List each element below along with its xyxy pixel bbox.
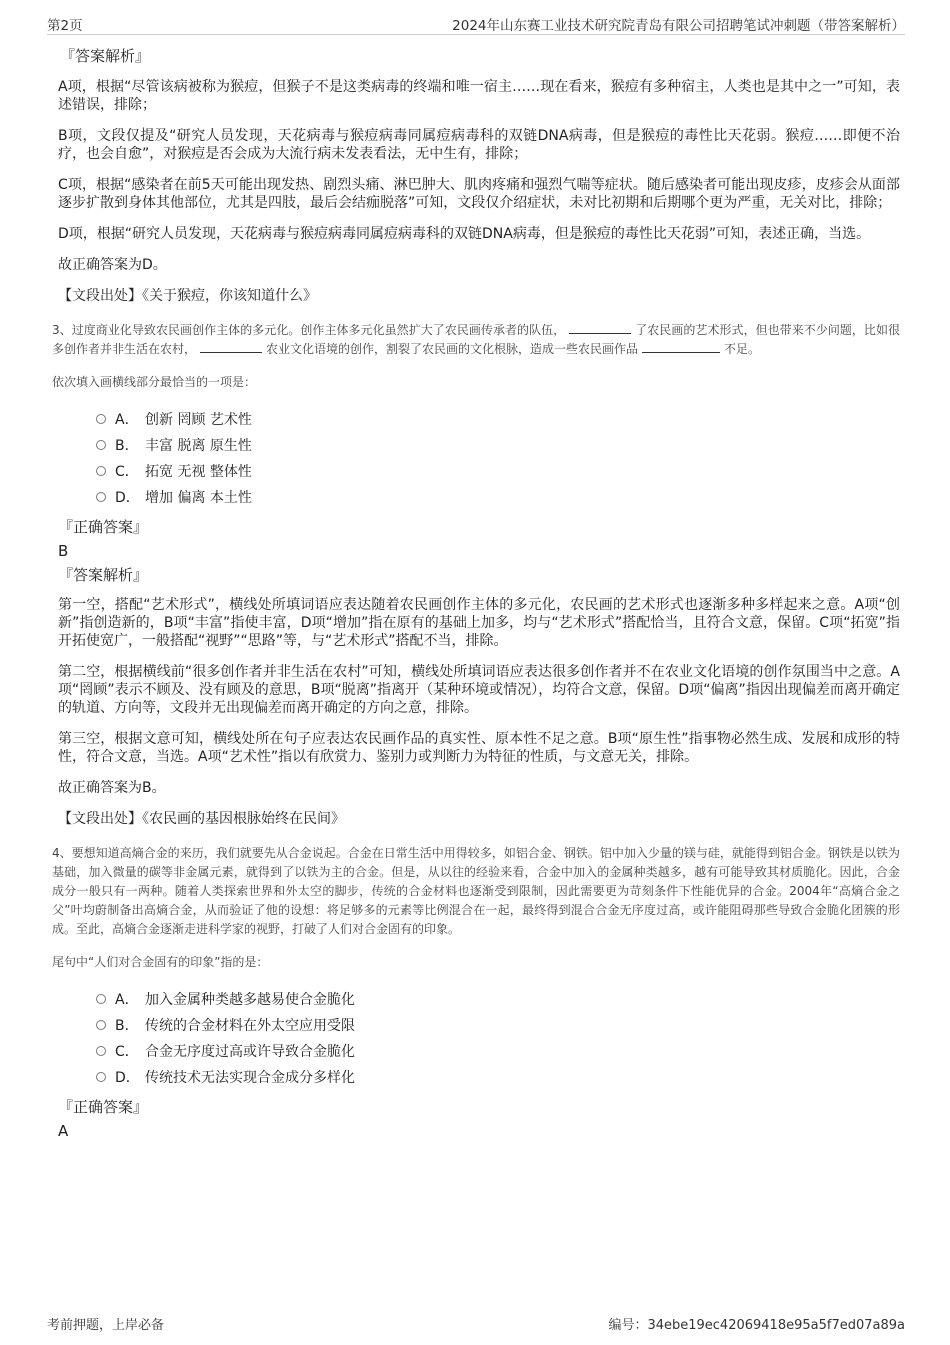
q3-blank-3 bbox=[642, 340, 720, 353]
q3-stem-part-2: 了农民画的艺术形式，但也带来不少问题，比如很多创作者并非生活在农村， bbox=[52, 323, 900, 356]
q3-analysis-3: 第三空，根据文意可知，横线处所在句子应表达农民画作品的真实性、原本性不足之意。B项“原生性”指事物必然生成、发展和成形的特性，符合文意，当选。A项“艺术性”指以有欣赏力、鉴别力或判断力为特征的性质，与文意无关，排除。 bbox=[58, 731, 900, 765]
q3-option-d[interactable]: D． 增加 偏离 本土性 bbox=[96, 484, 900, 510]
q3-stem-part-3: 农业文化语境的创作，割裂了农民画的文化根脉，造成一些农民画作品 bbox=[266, 342, 639, 356]
document-id: 编号：34ebe19ec42069418e95a5f7ed07a89a bbox=[608, 1318, 905, 1333]
q2-analysis-d: D项，根据“研究人员发现，天花病毒与猴痘病毒同属痘病毒科的双链DNA病毒，但是猴痘的毒性比天花弱”可知，表述正确，当选。 bbox=[58, 226, 871, 242]
q4-options bbox=[96, 986, 900, 1090]
q2-source: 【文段出处】《关于猴痘，你该知道什么》 bbox=[58, 288, 317, 304]
q3-analysis-1: 第一空，搭配“艺术形式”，横线处所填词语应表达随着农民画创作主体的多元化，农民画的艺术形式也逐渐多种多样起来之意。A项“创新”指创造新的，B项“丰富”指使丰富，D项“增加”指在原有的基础上加多，均与“艺术形式”搭配恰当，且符合文意，保留。C项“拓宽”指开拓使宽广，一般搭配“视野”“思路”等，与“艺术形式”搭配不当，排除。 bbox=[58, 597, 900, 649]
q3-option-b[interactable]: B． 丰富 脱离 原生性 bbox=[96, 432, 900, 458]
q3-stem-part-1: 3、过度商业化导致农民画创作主体的多元化。创作主体多元化虽然扩大了农民画传承者的队伍， bbox=[52, 323, 566, 337]
q3-blank-2 bbox=[200, 340, 262, 353]
q3-correct-answer: B bbox=[58, 542, 69, 560]
q4-stem: 4、要想知道高熵合金的来历，我们就要先从合金说起。合金在日常生活中用得较多，如铝合金、钢铁。铝中加入少量的镁与硅，就能得到铝合金。钢铁是以铁为基础，加入微量的碳等非金属元素，就得到了以铁为主的合金。但是，从以往的经验来看，合金中加入的金属种类越多，越有可能导致其材质脆化。因此，合金成分一般只有一两种。随着人类探索世界和外太空的脚步，传统的合金材料也逐渐受到限制，因此需要更为苛刻条件下性能优异的合金。2004年“高熵合金之父”叶均蔚制备出高熵合金，从而验证了他的设想：将足够多的元素等比例混合在一起，最终得到混合合金无序度过高，或许能阻碍那些导致合金脆化团簇的形成。至此，高熵合金逐渐走进科学家的视野，打破了人们对合金固有的印象。 bbox=[52, 846, 900, 936]
q4-correct-answer: A bbox=[58, 1122, 69, 1140]
q2-analysis-b: B项，文段仅提及“研究人员发现，天花病毒与猴痘病毒同属痘病毒科的双链DNA病毒，但是猴痘的毒性比天花弱。猴痘……即便不治疗，也会自愈”，对猴痘是否会成为大流行病未发表看法，无中生有，排除； bbox=[58, 128, 900, 162]
q4-option-b[interactable]: B． 传统的合金材料在外太空应用受限 bbox=[96, 1012, 900, 1038]
radio-icon[interactable] bbox=[96, 1072, 106, 1082]
q4-option-c[interactable]: C． 合金无序度过高或许导致合金脆化 bbox=[96, 1038, 900, 1064]
q4-option-d[interactable]: D． 传统技术无法实现合金成分多样化 bbox=[96, 1064, 900, 1090]
q2-analysis-a: A项，根据“尽管该病被称为猴痘，但猴子不是这类病毒的终端和唯一宿主……现在看来，猴痘有多种宿主，人类也是其中之一”可知，表述错误，排除； bbox=[58, 79, 900, 113]
q4-option-a[interactable]: A． 加入金属种类越多越易使合金脆化 bbox=[96, 986, 900, 1012]
q3-option-c[interactable]: C． 拓宽 无视 整体性 bbox=[96, 458, 900, 484]
q3-analysis-2: 第二空，根据横线前“很多创作者并非生活在农村”可知，横线处所填词语应表达很多创作者并不在农业文化语境的创作氛围当中之意。A项“罔顾”表示不顾及、没有顾及的意思，B项“脱离”指离开（某种环境或情况），均符合文意，保留。D项“偏离”指因出现偏差而离开确定的轨道、方向等，文段并无出现偏差而离开确定的方向之意，排除。 bbox=[58, 664, 900, 716]
radio-icon[interactable] bbox=[96, 492, 106, 502]
radio-icon[interactable] bbox=[96, 466, 106, 476]
radio-icon[interactable] bbox=[96, 414, 106, 424]
q3-stem bbox=[52, 321, 900, 359]
page-number: 第2页 bbox=[47, 18, 83, 34]
q3-option-a[interactable]: A． 创新 罔顾 艺术性 bbox=[96, 406, 900, 432]
q3-options bbox=[96, 406, 900, 510]
q4-correct-tag: 『正确答案』 bbox=[58, 1098, 149, 1116]
q3-source: 【文段出处】《农民画的基因根脉始终在民间》 bbox=[58, 811, 345, 827]
radio-icon[interactable] bbox=[96, 1020, 106, 1030]
page-content bbox=[52, 46, 900, 1146]
q3-conclusion: 故正确答案为B。 bbox=[58, 780, 166, 796]
radio-icon[interactable] bbox=[96, 994, 106, 1004]
q3-analysis-tag: 『答案解析』 bbox=[58, 566, 149, 584]
q3-stem-part-4: 不足。 bbox=[724, 342, 761, 356]
footer-slogan: 考前押题，上岸必备 bbox=[47, 1318, 165, 1333]
q4-prompt: 尾句中“人们对合金固有的印象”指的是： bbox=[52, 955, 269, 969]
document-title: 2024年山东赛工业技术研究院青岛有限公司招聘笔试冲刺题（带答案解析） bbox=[452, 18, 905, 34]
radio-icon[interactable] bbox=[96, 440, 106, 450]
q2-conclusion: 故正确答案为D。 bbox=[58, 257, 167, 273]
q2-analysis-c: C项，根据“感染者在前5天可能出现发热、剧烈头痛、淋巴肿大、肌肉疼痛和强烈气喘等症状。随后感染者可能出现皮疹，皮疹会从面部逐步扩散到身体其他部位，尤其是四肢，最后会结痂脱落”可知，文段仅介绍症状，未对比初期和后期哪个更为严重，无关对比，排除； bbox=[58, 177, 900, 211]
q3-prompt: 依次填入画横线部分最恰当的一项是： bbox=[52, 375, 257, 389]
q3-correct-tag: 『正确答案』 bbox=[58, 518, 149, 536]
q3-blank-1 bbox=[569, 321, 631, 334]
page-header bbox=[47, 12, 905, 35]
q2-analysis-tag: 『答案解析』 bbox=[60, 47, 151, 65]
radio-icon[interactable] bbox=[96, 1046, 106, 1056]
